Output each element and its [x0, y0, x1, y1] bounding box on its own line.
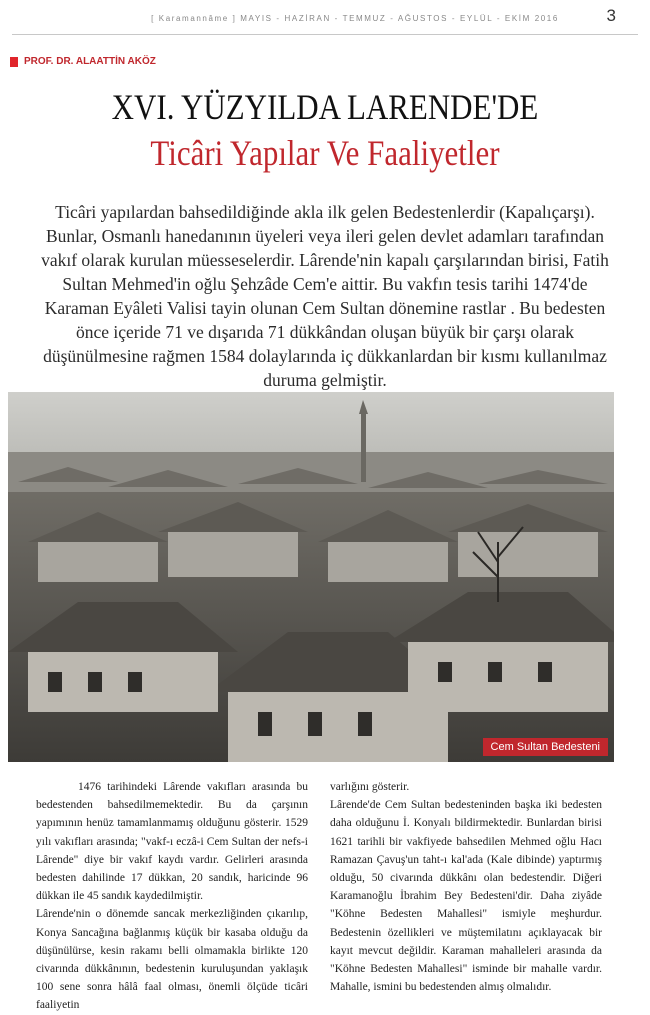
photo-caption: Cem Sultan Bedesteni [483, 738, 608, 756]
running-header: [ Karamannâme ] MAYIS - HAZİRAN - TEMMUZ - AĞUSTOS - EYLÜL - EKİM 2016 [151, 14, 559, 23]
body-paragraph: 1476 tarihindeki Lârende vakıfları arasında bu bedestenden bahsedilmemektedir. Bu da çarşının yapımının henüz tamamlanmamış olduğunu gösterir. 1529 yılı vakıfları arasında; "vakf-ı eczâ-i Cem Sultan der nefs-i Lârende" diye bir vakıf kaydı vardır. Gelirleri arasında bedesten dahilinde 17 dükkan, 20 sandık, haricinde 96 dükkan ile 45 sandık kaydedilmiştir. [36, 781, 308, 903]
author-byline [10, 56, 156, 67]
author-name: PROF. DR. ALAATTİN AKÖZ [24, 56, 156, 67]
historic-town-photo [8, 392, 614, 762]
body-column-right [330, 778, 602, 996]
body-paragraph: Lârende'de Cem Sultan bedesteninden başka iki bedesten daha olduğunu İ. Konyalı bildirmektedir. Bunlardan birisi 1621 tarihli bir vakfiyede bahsedilen Mehmed oğlu Hacı Ramazan Çavuş'un taht-ı kal'ada (Kale dibinde) yaptırmış olduğu, 50 civarında dükkânı olan bedestendir. Diğeri Karamanoğlu İbrahim Bey Bedesteni'dir. Daha ziyâde "Köhne Bedesten Mahallesi" ismiyle meşhurdur. Bedestenin özellikleri ve müştemilatını açıklayacak bir kayıt mevcut değildir. Karaman mahalleleri arasında da "Köhne Bedesten Mahallesi" isminde bir mahalle vardır. Mahalle, ismini bu bedestenden almış olmalıdır. [330, 799, 602, 994]
body-paragraph: varlığını gösterir. [330, 781, 410, 793]
page-number: 3 [606, 6, 616, 25]
header-rule [12, 34, 638, 35]
article-title: XVI. YÜZYILDA LARENDE'DE [111, 87, 539, 127]
town-rooftops-image [8, 392, 614, 762]
lead-paragraph: Ticâri yapılardan bahsedildiğinde akla ilk gelen Bedestenlerdir (Kapalıçarşı). Bunlar, Osmanlı hanedanının üyeleri veya ileri gelen devlet adamları tarafından vakıf olarak kurulan müesseselerdir. Lârende'nin kapalı çarşılarından birisi, Fatih Sultan Mehmed'in oğlu Şehzâde Cem'e aittir. Bu vakfın tesis tarihi 1474'de Karaman Eyâleti Valisi tayin olunan Cem Sultan dönemine rastlar . Bu bedesten önce içeride 71 ve dışarıda 71 dükkândan oluşan büyük bir çarşı olarak düşünülmesine rağmen 1584 dolaylarında iç dükkanlardan bir kısmı kullanılmaz duruma gelmiştir. [41, 202, 609, 390]
body-column-left [36, 778, 308, 1015]
body-paragraph: Lârende'nin o dönemde sancak merkezliğinden çıkarılıp, Konya Sancağına bağlanmış küçük bir kasaba olduğu da düşünülürse, kesin rakamı belli olmamakla birlikte 120 civarında dükkânının, bedestenin kuruluşundan yaklaşık 100 sene sonra hâlâ faal olması, önemli ölçüde ticâri faaliyetin [36, 908, 308, 1012]
article-subtitle: Ticâri Yapılar Ve Faaliyetler [150, 133, 500, 173]
red-square-marker [10, 57, 18, 67]
